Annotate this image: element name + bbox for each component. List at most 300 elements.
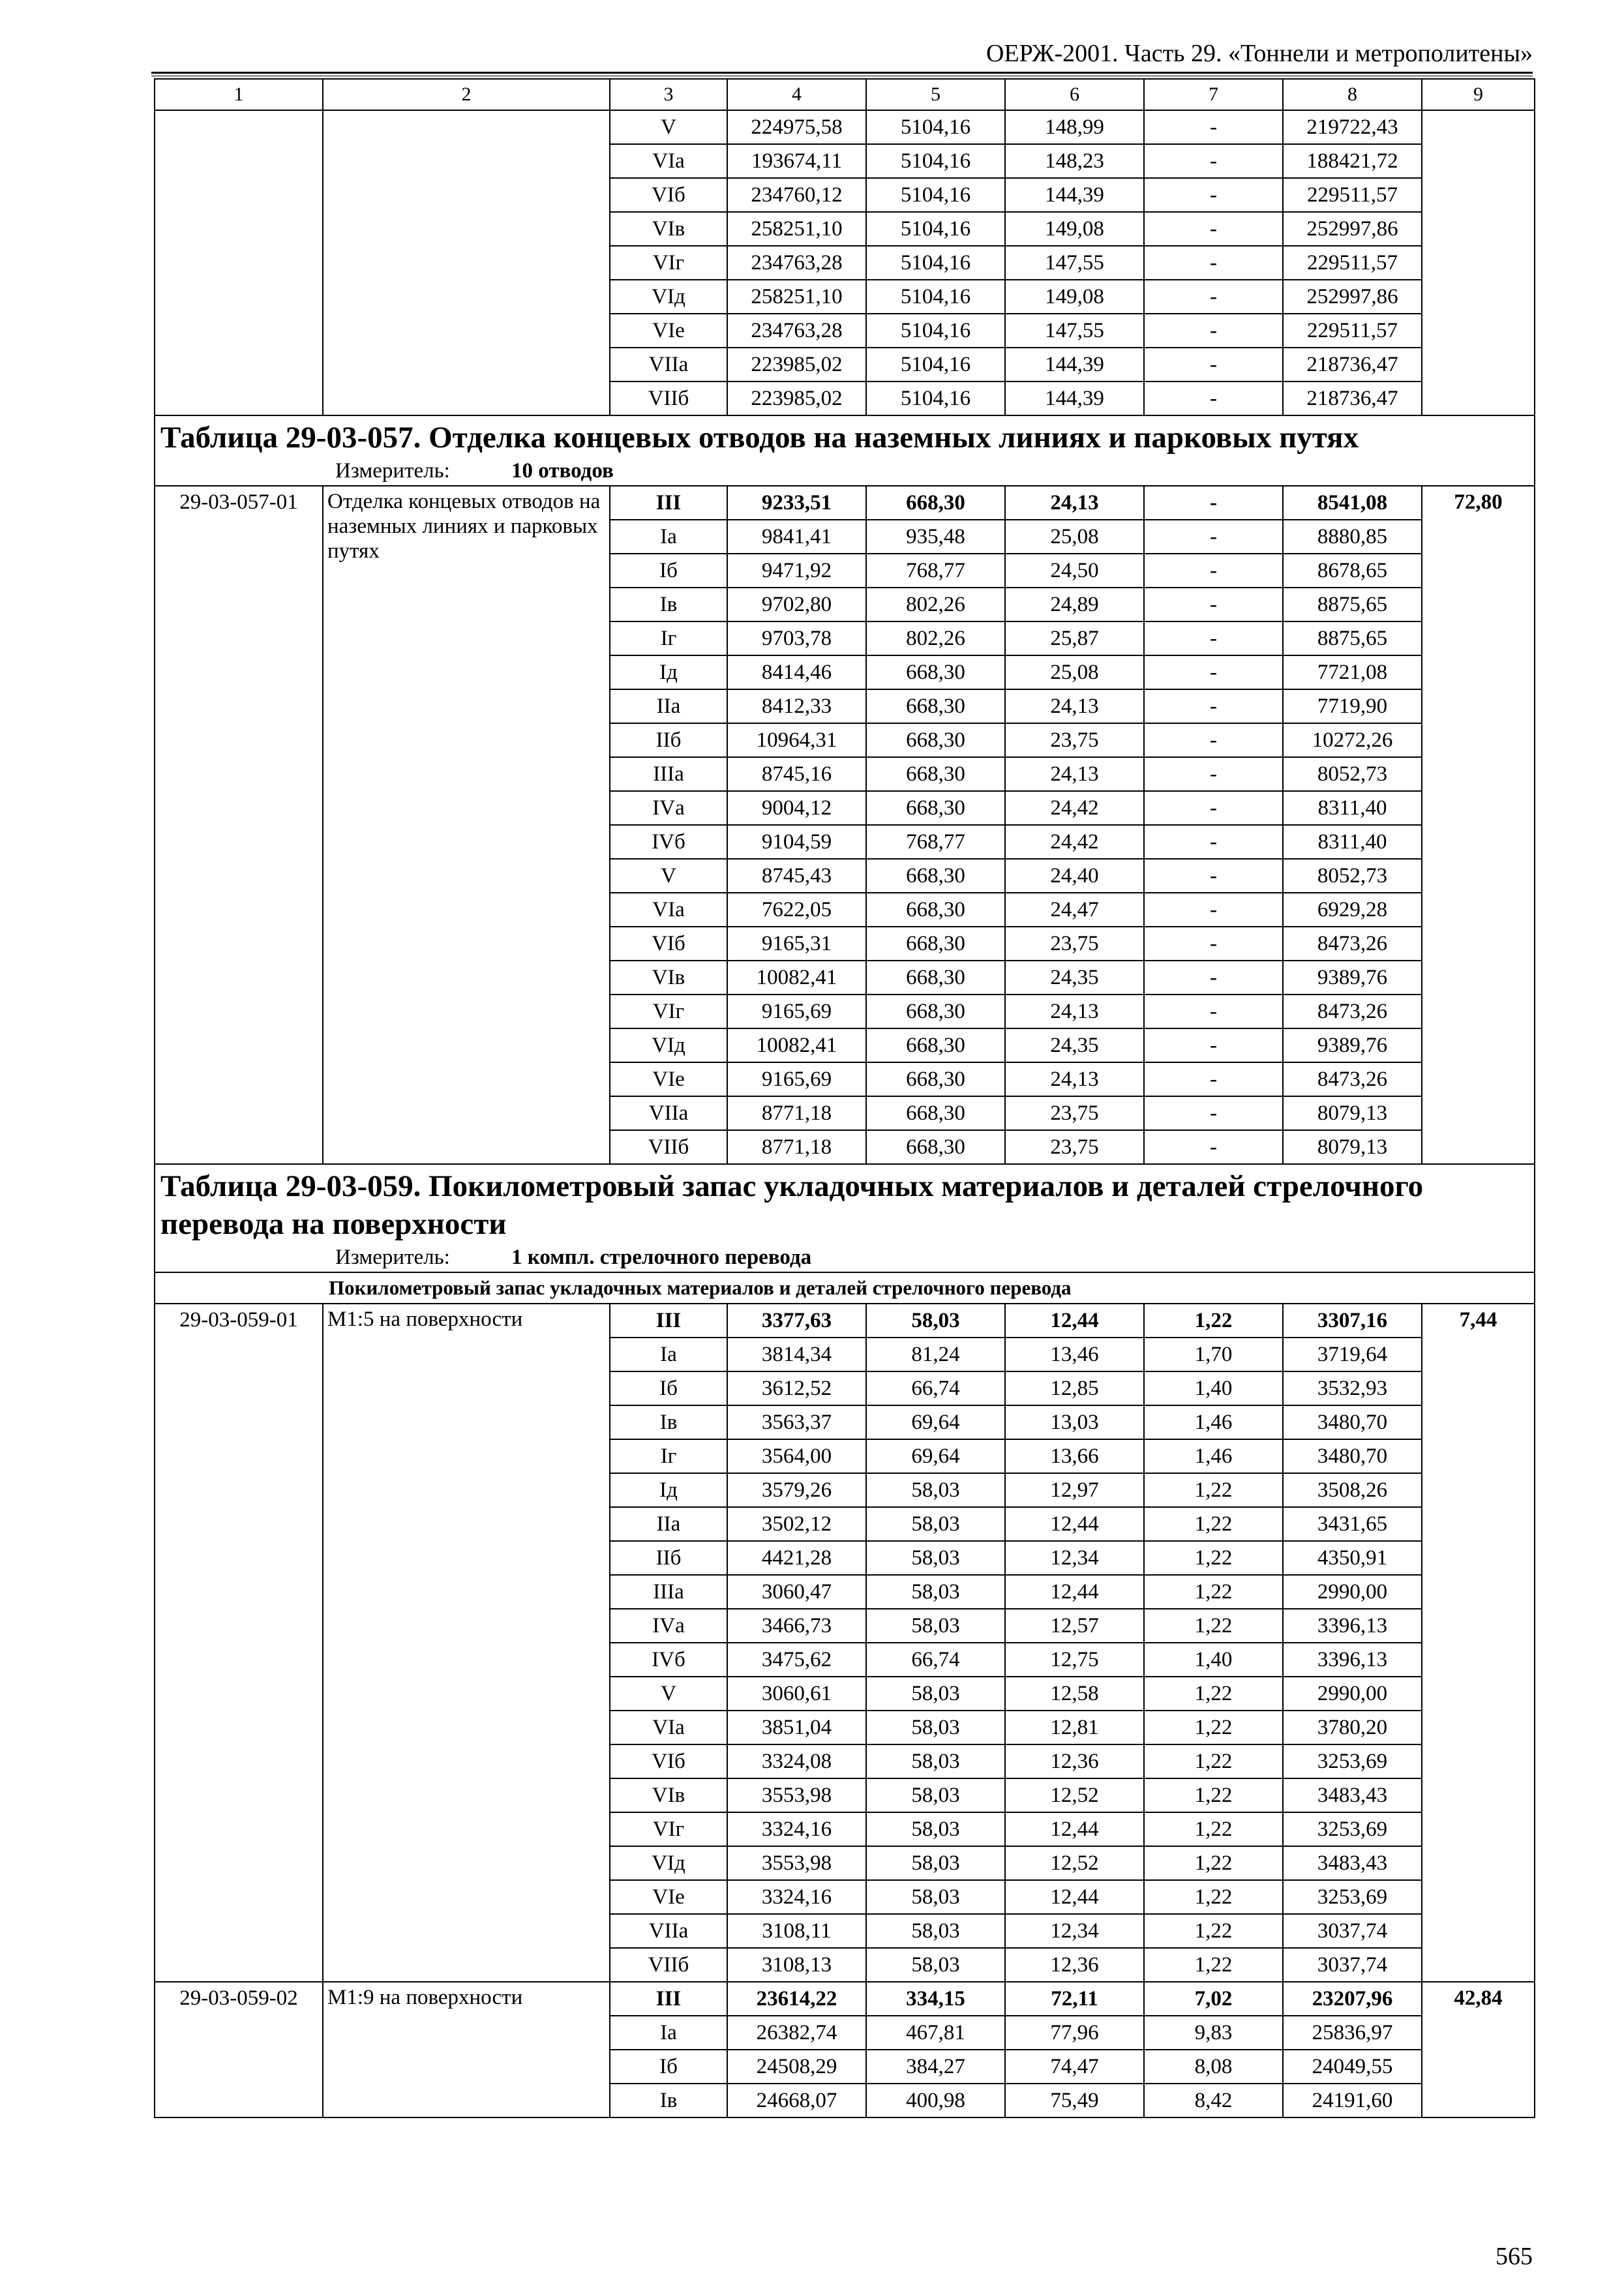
value-cell: 668,30 <box>866 893 1005 927</box>
zone-cell: VIг <box>610 1812 727 1846</box>
table-059-subtitle: Покилометровый запас укладочных материалов и деталей стрелочного перевода <box>155 1272 1535 1304</box>
value-cell: 3780,20 <box>1283 1711 1422 1744</box>
value-cell: 5104,16 <box>866 348 1005 382</box>
value-cell: - <box>1144 382 1283 415</box>
value-cell: 7,02 <box>1144 1982 1283 2016</box>
value-cell: 384,27 <box>866 2050 1005 2084</box>
value-cell: 1,22 <box>1144 1677 1283 1711</box>
value-cell: - <box>1144 689 1283 723</box>
value-cell: 3108,11 <box>727 1914 866 1948</box>
zone-cell: IIб <box>610 1541 727 1575</box>
value-cell: 2990,00 <box>1283 1677 1422 1711</box>
value-cell: 668,30 <box>866 859 1005 893</box>
value-cell: 23614,22 <box>727 1982 866 2016</box>
value-cell: 8079,13 <box>1283 1096 1422 1130</box>
value-cell: 8745,43 <box>727 859 866 893</box>
zone-cell: VIг <box>610 246 727 280</box>
zone-cell: III <box>610 486 727 520</box>
value-cell: 23,75 <box>1005 1096 1144 1130</box>
value-cell: 9004,12 <box>727 791 866 825</box>
value-cell: 258251,10 <box>727 212 866 246</box>
value-cell: 802,26 <box>866 588 1005 621</box>
value-cell: 3579,26 <box>727 1473 866 1507</box>
value-cell: 668,30 <box>866 1062 1005 1096</box>
value-cell: 224975,58 <box>727 110 866 144</box>
value-cell: 24,89 <box>1005 588 1144 621</box>
value-cell: 58,03 <box>866 1541 1005 1575</box>
value-cell: 9389,76 <box>1283 1028 1422 1062</box>
rate-price: 72,80 <box>1422 486 1535 1164</box>
value-cell: 229511,57 <box>1283 314 1422 348</box>
page-number: 565 <box>1496 2243 1533 2270</box>
value-cell: 13,66 <box>1005 1439 1144 1473</box>
value-cell: 12,52 <box>1005 1846 1144 1880</box>
value-cell: 9104,59 <box>727 825 866 859</box>
table-057-title: Таблица 29-03-057. Отделка концевых отводов на наземных линиях и парковых путях <box>155 415 1535 456</box>
zone-cell: VIе <box>610 1880 727 1914</box>
value-cell: 24,13 <box>1005 486 1144 520</box>
value-cell: - <box>1144 791 1283 825</box>
rate-price: 42,84 <box>1422 1982 1535 2117</box>
value-cell: 12,36 <box>1005 1744 1144 1778</box>
value-cell: 3060,47 <box>727 1575 866 1609</box>
value-cell: 8,42 <box>1144 2084 1283 2117</box>
table-row <box>155 1304 1535 1338</box>
zone-cell: VIе <box>610 314 727 348</box>
subtitle-row <box>155 1272 1535 1304</box>
value-cell: 3108,13 <box>727 1948 866 1982</box>
zone-cell: VIIа <box>610 348 727 382</box>
value-cell: 9389,76 <box>1283 961 1422 995</box>
code-cell-empty <box>155 110 323 415</box>
value-cell: 12,44 <box>1005 1575 1144 1609</box>
value-cell: 58,03 <box>866 1507 1005 1541</box>
value-cell: 223985,02 <box>727 348 866 382</box>
value-cell: 74,47 <box>1005 2050 1144 2084</box>
value-cell: 3431,65 <box>1283 1507 1422 1541</box>
value-cell: 3563,37 <box>727 1405 866 1439</box>
value-cell: 668,30 <box>866 927 1005 961</box>
value-cell: 252997,86 <box>1283 212 1422 246</box>
value-cell: 5104,16 <box>866 314 1005 348</box>
zone-cell: Iб <box>610 554 727 588</box>
value-cell: 802,26 <box>866 621 1005 655</box>
zone-cell: Iв <box>610 1405 727 1439</box>
value-cell: 23,75 <box>1005 927 1144 961</box>
value-cell: 24668,07 <box>727 2084 866 2117</box>
value-cell: 10082,41 <box>727 961 866 995</box>
value-cell: 24,35 <box>1005 961 1144 995</box>
value-cell: 8880,85 <box>1283 520 1422 554</box>
value-cell: 668,30 <box>866 655 1005 689</box>
zone-cell: VIб <box>610 1744 727 1778</box>
value-cell: 668,30 <box>866 1096 1005 1130</box>
value-cell: 13,46 <box>1005 1338 1144 1371</box>
value-cell: 147,55 <box>1005 314 1144 348</box>
column-number: 8 <box>1283 79 1422 110</box>
value-cell: 3253,69 <box>1283 1812 1422 1846</box>
value-cell: - <box>1144 655 1283 689</box>
value-cell: 12,81 <box>1005 1711 1144 1744</box>
zone-cell: VIа <box>610 893 727 927</box>
column-number: 1 <box>155 79 323 110</box>
value-cell: 219722,43 <box>1283 110 1422 144</box>
table-row <box>155 110 1535 144</box>
value-cell: 24,47 <box>1005 893 1144 927</box>
value-cell: 3475,62 <box>727 1643 866 1677</box>
value-cell: 768,77 <box>866 825 1005 859</box>
zone-cell: III <box>610 1304 727 1338</box>
zone-cell: VIб <box>610 927 727 961</box>
value-cell: 6929,28 <box>1283 893 1422 927</box>
value-cell: - <box>1144 1130 1283 1164</box>
value-cell: 1,22 <box>1144 1575 1283 1609</box>
zone-cell: VIа <box>610 144 727 178</box>
measure-cell <box>155 1243 1535 1272</box>
value-cell: 3037,74 <box>1283 1948 1422 1982</box>
value-cell: 9165,69 <box>727 1062 866 1096</box>
value-cell: 12,34 <box>1005 1541 1144 1575</box>
value-cell: 58,03 <box>866 1778 1005 1812</box>
value-cell: 10272,26 <box>1283 723 1422 757</box>
value-cell: - <box>1144 520 1283 554</box>
value-cell: 3612,52 <box>727 1371 866 1405</box>
value-cell: 3253,69 <box>1283 1744 1422 1778</box>
value-cell: 24,13 <box>1005 1062 1144 1096</box>
zone-cell: Iб <box>610 2050 727 2084</box>
zone-cell: VIа <box>610 1711 727 1744</box>
value-cell: - <box>1144 280 1283 314</box>
value-cell: - <box>1144 961 1283 995</box>
value-cell: 75,49 <box>1005 2084 1144 2117</box>
value-cell: 24,13 <box>1005 995 1144 1028</box>
value-cell: 3851,04 <box>727 1711 866 1744</box>
value-cell: 3553,98 <box>727 1778 866 1812</box>
value-cell: 25836,97 <box>1283 2016 1422 2050</box>
value-cell: 77,96 <box>1005 2016 1144 2050</box>
column-number-row <box>155 79 1535 110</box>
value-cell: 9,83 <box>1144 2016 1283 2050</box>
zone-cell: IVа <box>610 791 727 825</box>
value-cell: 8,08 <box>1144 2050 1283 2084</box>
value-cell: 1,22 <box>1144 1609 1283 1643</box>
value-cell: 8473,26 <box>1283 995 1422 1028</box>
value-cell: 12,44 <box>1005 1304 1144 1338</box>
zone-cell: Iв <box>610 588 727 621</box>
value-cell: 24,35 <box>1005 1028 1144 1062</box>
value-cell: 58,03 <box>866 1473 1005 1507</box>
measure-label: Измеритель: <box>335 1246 450 1269</box>
value-cell: 58,03 <box>866 1575 1005 1609</box>
value-cell: 24508,29 <box>727 2050 866 2084</box>
value-cell: - <box>1144 859 1283 893</box>
value-cell: 58,03 <box>866 1846 1005 1880</box>
value-cell: 1,46 <box>1144 1405 1283 1439</box>
measure-value: 10 отводов <box>511 459 614 483</box>
value-cell: 3480,70 <box>1283 1439 1422 1473</box>
value-cell: 3253,69 <box>1283 1880 1422 1914</box>
value-cell: 12,97 <box>1005 1473 1144 1507</box>
value-cell: - <box>1144 1028 1283 1062</box>
zone-cell: Iа <box>610 520 727 554</box>
value-cell: 1,22 <box>1144 1914 1283 1948</box>
value-cell: 24049,55 <box>1283 2050 1422 2084</box>
column-number: 9 <box>1422 79 1535 110</box>
value-cell: 8052,73 <box>1283 859 1422 893</box>
value-cell: 1,22 <box>1144 1541 1283 1575</box>
name-cell-empty <box>323 110 610 415</box>
value-cell: 23,75 <box>1005 723 1144 757</box>
value-cell: 3564,00 <box>727 1439 866 1473</box>
value-cell: 1,22 <box>1144 1744 1283 1778</box>
value-cell: 12,58 <box>1005 1677 1144 1711</box>
value-cell: 58,03 <box>866 1711 1005 1744</box>
value-cell: 12,85 <box>1005 1371 1144 1405</box>
value-cell: 8311,40 <box>1283 825 1422 859</box>
value-cell: 935,48 <box>866 520 1005 554</box>
rate-code: 29-03-057-01 <box>155 486 323 1164</box>
measure-row <box>155 456 1535 486</box>
value-cell: 218736,47 <box>1283 348 1422 382</box>
zone-cell: IIIа <box>610 757 727 791</box>
measure-label: Измеритель: <box>335 459 450 483</box>
value-cell: 334,15 <box>866 1982 1005 2016</box>
value-cell: 12,52 <box>1005 1778 1144 1812</box>
value-cell: 9702,80 <box>727 588 866 621</box>
value-cell: 5104,16 <box>866 382 1005 415</box>
value-cell: 7622,05 <box>727 893 866 927</box>
value-cell: 3483,43 <box>1283 1778 1422 1812</box>
value-cell: 66,74 <box>866 1371 1005 1405</box>
value-cell: 12,36 <box>1005 1948 1144 1982</box>
value-cell: 58,03 <box>866 1677 1005 1711</box>
value-cell: 5104,16 <box>866 144 1005 178</box>
zone-cell: Iг <box>610 1439 727 1473</box>
value-cell: - <box>1144 995 1283 1028</box>
value-cell: 668,30 <box>866 757 1005 791</box>
value-cell: - <box>1144 927 1283 961</box>
value-cell: 668,30 <box>866 1130 1005 1164</box>
value-cell: 223985,02 <box>727 382 866 415</box>
zone-cell: VIIа <box>610 1914 727 1948</box>
value-cell: 24,13 <box>1005 689 1144 723</box>
rate-code: 29-03-059-01 <box>155 1304 323 1982</box>
value-cell: 12,44 <box>1005 1812 1144 1846</box>
value-cell: 668,30 <box>866 791 1005 825</box>
value-cell: 23207,96 <box>1283 1982 1422 2016</box>
value-cell: 10964,31 <box>727 723 866 757</box>
value-cell: - <box>1144 825 1283 859</box>
value-cell: 12,57 <box>1005 1609 1144 1643</box>
value-cell: 144,39 <box>1005 348 1144 382</box>
value-cell: 24,13 <box>1005 757 1144 791</box>
value-cell: 400,98 <box>866 2084 1005 2117</box>
zone-cell: IIIа <box>610 1575 727 1609</box>
price-cell-empty <box>1422 110 1535 415</box>
value-cell: 5104,16 <box>866 110 1005 144</box>
value-cell: 8771,18 <box>727 1130 866 1164</box>
value-cell: 58,03 <box>866 1744 1005 1778</box>
value-cell: 24,40 <box>1005 859 1144 893</box>
zone-cell: VIд <box>610 280 727 314</box>
value-cell: 72,11 <box>1005 1982 1144 2016</box>
value-cell: 144,39 <box>1005 382 1144 415</box>
value-cell: 8875,65 <box>1283 621 1422 655</box>
value-cell: 668,30 <box>866 1028 1005 1062</box>
value-cell: 1,40 <box>1144 1643 1283 1677</box>
value-cell: 12,34 <box>1005 1914 1144 1948</box>
value-cell: 3814,34 <box>727 1338 866 1371</box>
value-cell: 5104,16 <box>866 212 1005 246</box>
zone-cell: VIг <box>610 995 727 1028</box>
value-cell: 81,24 <box>866 1338 1005 1371</box>
value-cell: - <box>1144 348 1283 382</box>
value-cell: 1,22 <box>1144 1473 1283 1507</box>
value-cell: 1,22 <box>1144 1846 1283 1880</box>
zone-cell: VIIб <box>610 382 727 415</box>
zone-cell: IIа <box>610 1507 727 1541</box>
value-cell: 3037,74 <box>1283 1914 1422 1948</box>
zone-cell: VIв <box>610 1778 727 1812</box>
column-number: 6 <box>1005 79 1144 110</box>
value-cell: 69,64 <box>866 1439 1005 1473</box>
zone-cell: VIд <box>610 1028 727 1062</box>
value-cell: 9471,92 <box>727 554 866 588</box>
value-cell: 3307,16 <box>1283 1304 1422 1338</box>
value-cell: 1,22 <box>1144 1948 1283 1982</box>
value-cell: 3532,93 <box>1283 1371 1422 1405</box>
value-cell: 9233,51 <box>727 486 866 520</box>
value-cell: 3553,98 <box>727 1846 866 1880</box>
value-cell: - <box>1144 1062 1283 1096</box>
zone-cell: V <box>610 859 727 893</box>
running-header: ОЕРЖ-2001. Часть 29. «Тоннели и метрополитены» <box>985 40 1533 67</box>
value-cell: - <box>1144 588 1283 621</box>
value-cell: 148,23 <box>1005 144 1144 178</box>
value-cell: 1,22 <box>1144 1778 1283 1812</box>
value-cell: 26382,74 <box>727 2016 866 2050</box>
value-cell: - <box>1144 178 1283 212</box>
value-cell: 24,42 <box>1005 825 1144 859</box>
zone-cell: Iд <box>610 655 727 689</box>
value-cell: 13,03 <box>1005 1405 1144 1439</box>
value-cell: 8412,33 <box>727 689 866 723</box>
value-cell: 25,87 <box>1005 621 1144 655</box>
value-cell: 12,44 <box>1005 1880 1144 1914</box>
value-cell: 3324,16 <box>727 1880 866 1914</box>
value-cell: 768,77 <box>866 554 1005 588</box>
column-number: 7 <box>1144 79 1283 110</box>
zone-cell: Iг <box>610 621 727 655</box>
measure-row <box>155 1243 1535 1272</box>
value-cell: 1,22 <box>1144 1507 1283 1541</box>
column-number: 2 <box>323 79 610 110</box>
value-cell: 12,44 <box>1005 1507 1144 1541</box>
value-cell: 4350,91 <box>1283 1541 1422 1575</box>
value-cell: - <box>1144 144 1283 178</box>
value-cell: 3324,16 <box>727 1812 866 1846</box>
value-cell: 3324,08 <box>727 1744 866 1778</box>
zone-cell: Iд <box>610 1473 727 1507</box>
zone-cell: VIIб <box>610 1948 727 1982</box>
value-cell: 58,03 <box>866 1880 1005 1914</box>
value-cell: 4421,28 <box>727 1541 866 1575</box>
value-cell: 1,40 <box>1144 1371 1283 1405</box>
rate-name: М1:9 на поверхности <box>323 1982 610 2117</box>
value-cell: - <box>1144 621 1283 655</box>
zone-cell: IVб <box>610 1643 727 1677</box>
measure-value: 1 компл. стрелочного перевода <box>511 1246 812 1269</box>
value-cell: 258251,10 <box>727 280 866 314</box>
value-cell: 24,42 <box>1005 791 1144 825</box>
value-cell: 58,03 <box>866 1812 1005 1846</box>
table-row <box>155 486 1535 520</box>
rate-price: 7,44 <box>1422 1304 1535 1982</box>
value-cell: 25,08 <box>1005 520 1144 554</box>
column-number: 3 <box>610 79 727 110</box>
value-cell: 188421,72 <box>1283 144 1422 178</box>
value-cell: 24191,60 <box>1283 2084 1422 2117</box>
value-cell: 3466,73 <box>727 1609 866 1643</box>
value-cell: 1,22 <box>1144 1304 1283 1338</box>
value-cell: 3396,13 <box>1283 1643 1422 1677</box>
value-cell: 234760,12 <box>727 178 866 212</box>
value-cell: 9165,69 <box>727 995 866 1028</box>
value-cell: 66,74 <box>866 1643 1005 1677</box>
value-cell: 3480,70 <box>1283 1405 1422 1439</box>
zone-cell: V <box>610 110 727 144</box>
value-cell: 144,39 <box>1005 178 1144 212</box>
value-cell: 148,99 <box>1005 110 1144 144</box>
value-cell: 9703,78 <box>727 621 866 655</box>
zone-cell: VIб <box>610 178 727 212</box>
zone-cell: V <box>610 1677 727 1711</box>
value-cell: 9841,41 <box>727 520 866 554</box>
value-cell: 149,08 <box>1005 280 1144 314</box>
value-cell: - <box>1144 723 1283 757</box>
zone-cell: VIIб <box>610 1130 727 1164</box>
rate-name: М1:5 на поверхности <box>323 1304 610 1982</box>
table-title-row <box>155 1164 1535 1243</box>
zone-cell: Iб <box>610 1371 727 1405</box>
value-cell: 3719,64 <box>1283 1338 1422 1371</box>
value-cell: 234763,28 <box>727 314 866 348</box>
value-cell: 3060,61 <box>727 1677 866 1711</box>
value-cell: 149,08 <box>1005 212 1144 246</box>
value-cell: 229511,57 <box>1283 246 1422 280</box>
value-cell: 5104,16 <box>866 280 1005 314</box>
zone-cell: VIв <box>610 212 727 246</box>
value-cell: 229511,57 <box>1283 178 1422 212</box>
value-cell: 8875,65 <box>1283 588 1422 621</box>
zone-cell: Iа <box>610 1338 727 1371</box>
zone-cell: IVб <box>610 825 727 859</box>
zone-cell: IIа <box>610 689 727 723</box>
value-cell: 58,03 <box>866 1914 1005 1948</box>
value-cell: - <box>1144 110 1283 144</box>
value-cell: 8052,73 <box>1283 757 1422 791</box>
value-cell: 8541,08 <box>1283 486 1422 520</box>
value-cell: 8771,18 <box>727 1096 866 1130</box>
value-cell: 3508,26 <box>1283 1473 1422 1507</box>
rate-name: Отделка концевых отводов на наземных линиях и парковых путях <box>323 486 610 1164</box>
header-rule <box>151 72 1533 74</box>
zone-cell: Iа <box>610 2016 727 2050</box>
value-cell: 8473,26 <box>1283 1062 1422 1096</box>
value-cell: 9165,31 <box>727 927 866 961</box>
value-cell: 193674,11 <box>727 144 866 178</box>
value-cell: 8678,65 <box>1283 554 1422 588</box>
